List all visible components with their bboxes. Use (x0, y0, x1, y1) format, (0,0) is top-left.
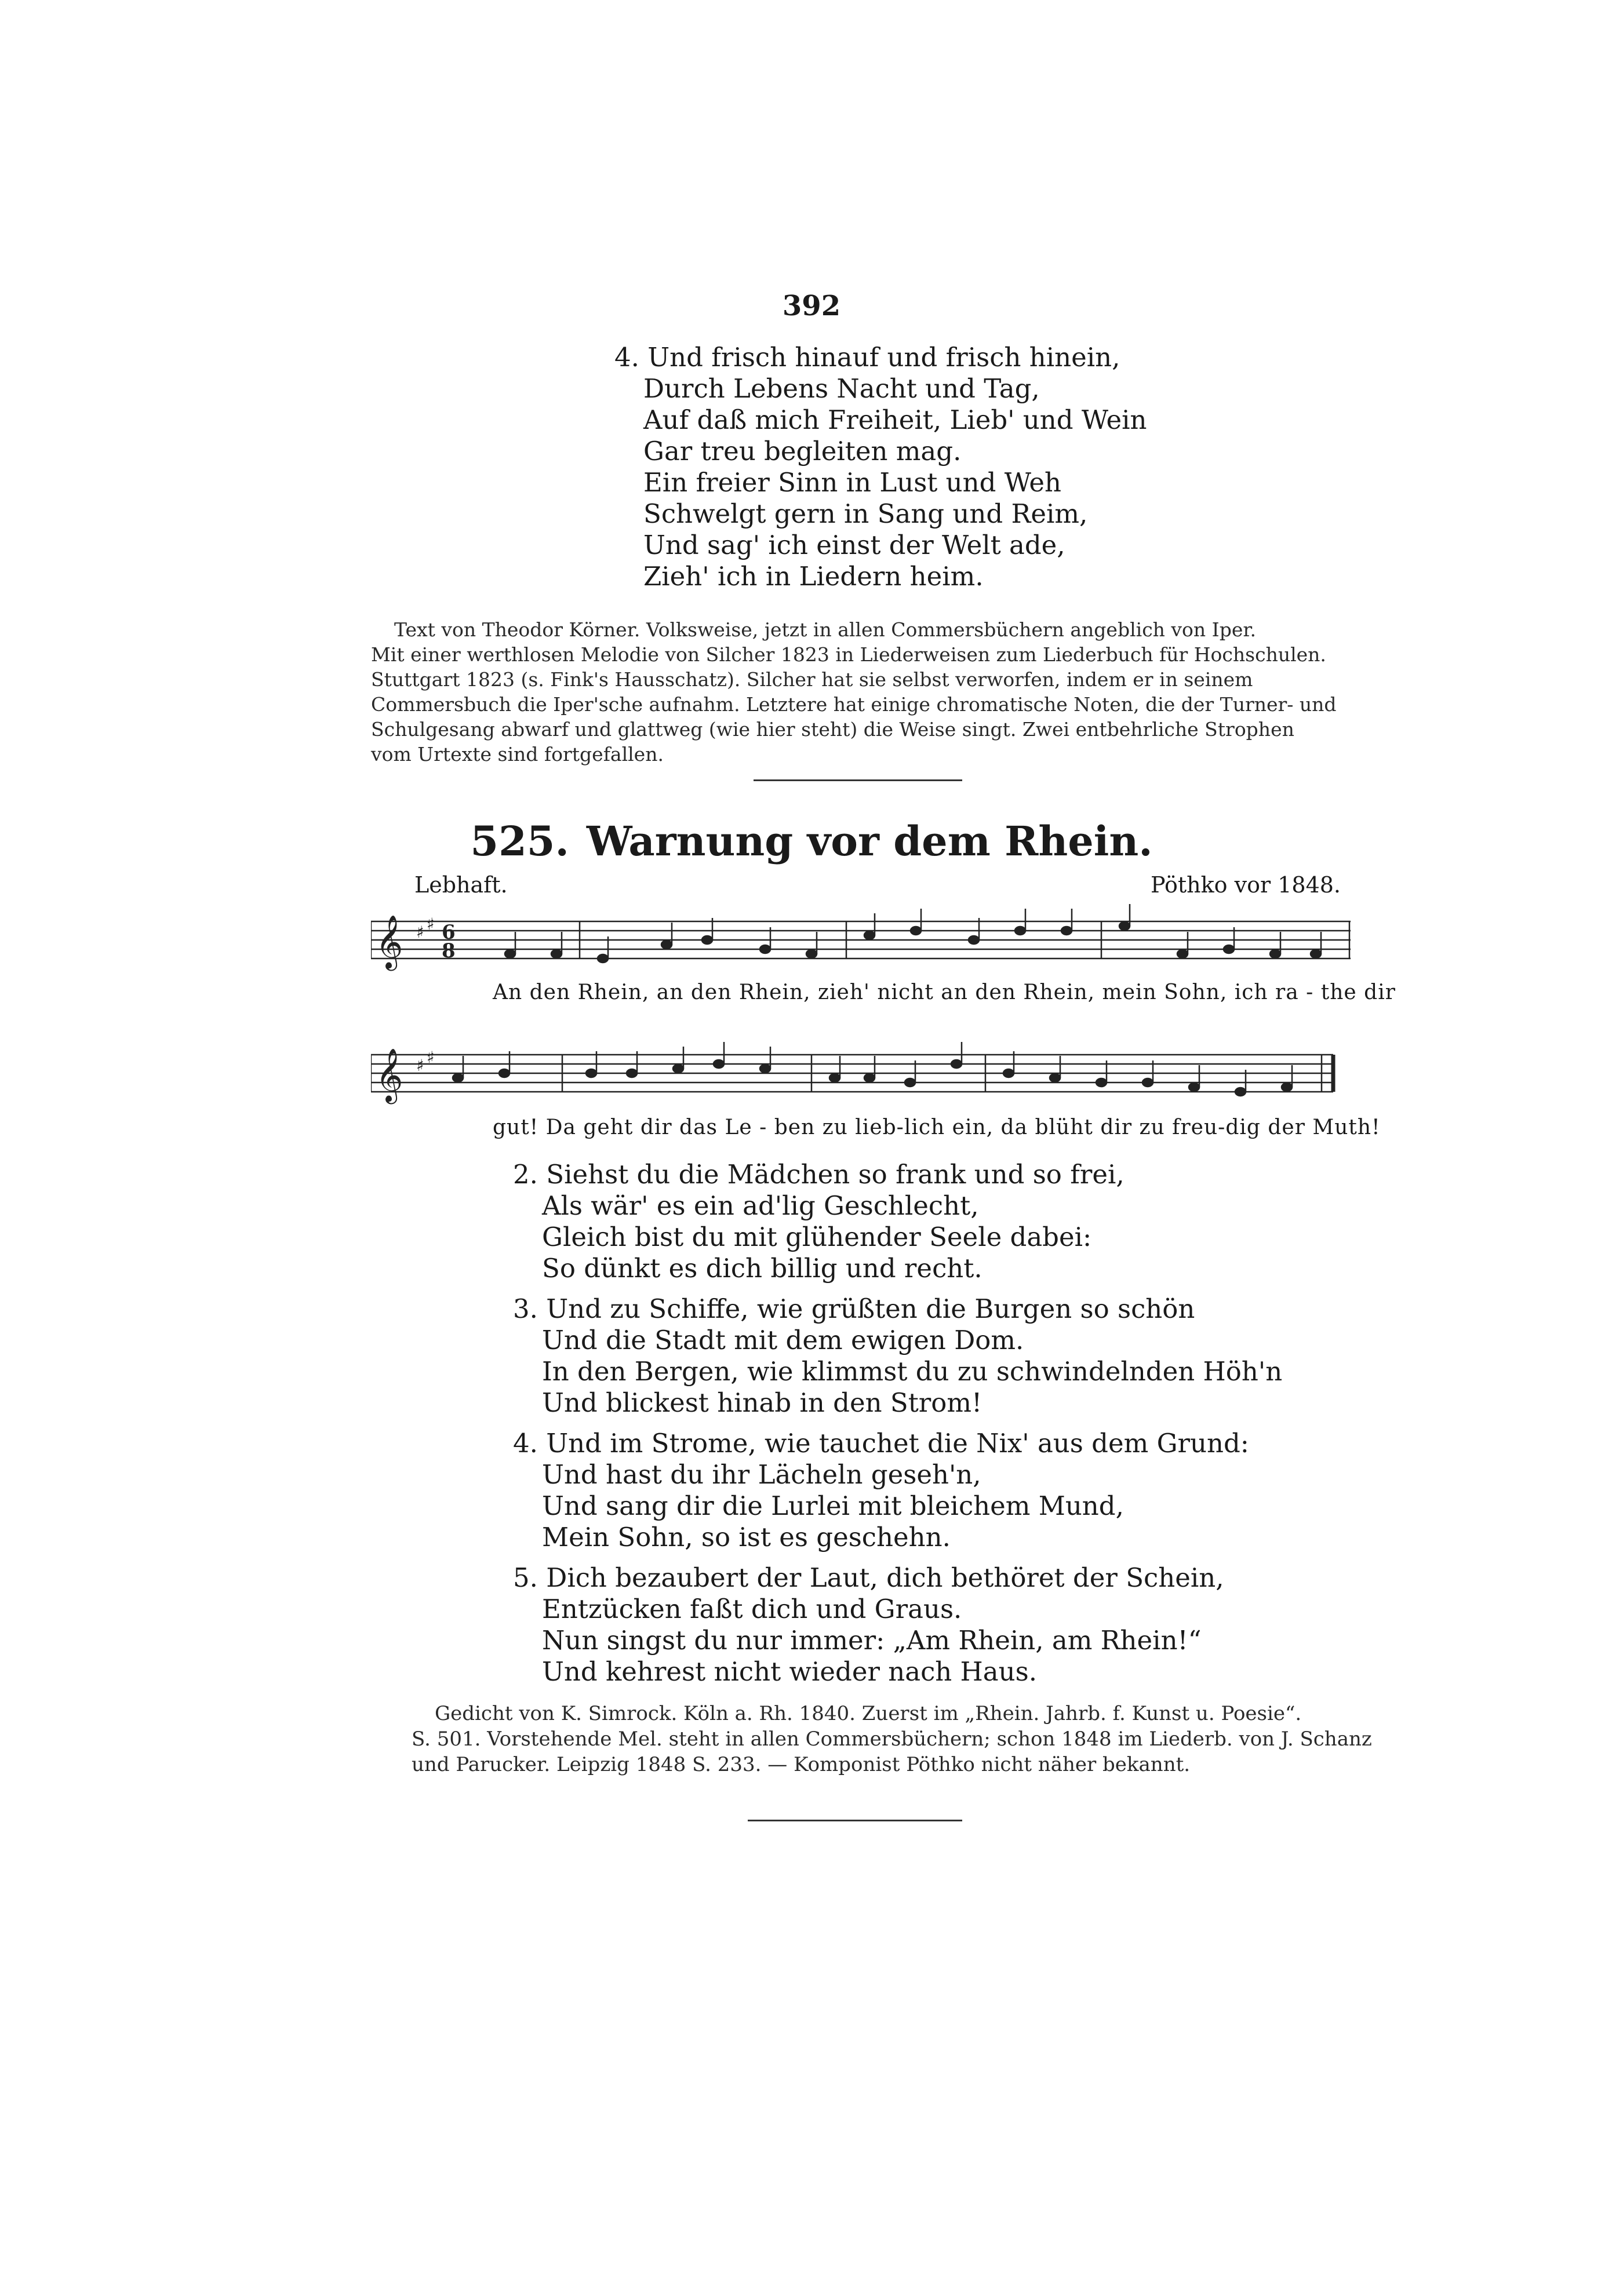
stanza (513, 1293, 1282, 1419)
song-number: 525. (470, 817, 569, 865)
verse-line: Zieh' ich in Liedern heim. (643, 561, 984, 592)
verse-line: Entzücken faßt dich und Graus. (542, 1594, 962, 1624)
verse-line: In den Bergen, wie klimmst du zu schwindelnden Höh'n (542, 1356, 1283, 1387)
verse-line: 3. Und zu Schiffe, wie grüßten die Burgen so schön (513, 1293, 1195, 1324)
verse-line: 4. Und frisch hinauf und frisch hinein, (614, 342, 1120, 373)
note-line: S. 501. Vorstehende Mel. steht in allen Commersbüchern; schon 1848 im Liederb. von J. Schanz (412, 1728, 1372, 1751)
verse-line: Ein freier Sinn in Lust und Weh (643, 467, 1061, 498)
page-number: 392 (782, 290, 841, 322)
verse-line: Durch Lebens Nacht und Tag, (643, 373, 1040, 404)
prev-song-note (371, 617, 1337, 767)
song-title-text: Warnung vor dem Rhein. (586, 817, 1153, 865)
treble-clef-icon: 𝄞 (376, 914, 403, 968)
verse-line: Nun singst du nur immer: „Am Rhein, am Rhein!“ (542, 1625, 1202, 1656)
notes-staff-1 (505, 904, 1321, 963)
note-line: vom Urtexte sind fortgefallen. (371, 743, 664, 766)
note-line: und Parucker. Leipzig 1848 S. 233. — Komponist Pöthko nicht näher bekannt. (412, 1753, 1191, 1776)
note-line: Gedicht von K. Simrock. Köln a. Rh. 1840. Zuerst im „Rhein. Jahrb. f. Kunst u. Poesie“. (435, 1702, 1302, 1725)
verse-line: Und sag' ich einst der Welt ade, (643, 530, 1065, 560)
verse-line: Und blickest hinab in den Strom! (542, 1387, 982, 1418)
note-line: Mit einer werthlosen Melodie von Silcher 1823 in Liederweisen zum Liederbuch für Hochschulen. (371, 643, 1326, 666)
verse-line: Schwelgt gern in Sang und Reim, (643, 498, 1088, 529)
verse-line: 5. Dich bezaubert der Laut, dich bethöret der Schein, (513, 1562, 1224, 1593)
stanza (513, 1428, 1282, 1553)
stanza (513, 1562, 1282, 1688)
verse-line: Mein Sohn, so ist es geschehn. (542, 1522, 951, 1552)
divider (748, 1820, 962, 1821)
time-signature-denominator: 8 (442, 939, 456, 963)
song-stanzas (513, 1159, 1282, 1688)
lyrics-line-2: gut! Da geht dir das Le - ben zu lieb-lich ein, da blüht dir zu freu-dig der Muth! (493, 1116, 1381, 1139)
song-title (0, 817, 1623, 865)
verse-line: So dünkt es dich billig und recht. (542, 1253, 982, 1284)
verse-line: Und kehrest nicht wieder nach Haus. (542, 1656, 1038, 1687)
note-line: Stuttgart 1823 (s. Fink's Hausschatz). Silcher hat sie selbst verworfen, indem er in seinem (371, 668, 1253, 691)
note-line: Commersbuch die Iper'sche aufnahm. Letztere hat einige chromatische Noten, die der Turner- und (371, 693, 1337, 716)
prev-song-stanza-4 (614, 342, 1147, 592)
verse-line: 4. Und im Strome, wie tauchet die Nix' aus dem Grund: (513, 1428, 1249, 1459)
verse-line: Und hast du ihr Lächeln geseh'n, (542, 1459, 981, 1490)
note-line: Text von Theodor Körner. Volksweise, jetzt in allen Commersbüchern angeblich von Iper. (394, 618, 1256, 641)
verse-line: Als wär' es ein ad'lig Geschlecht, (542, 1190, 979, 1221)
song-note (412, 1701, 1372, 1777)
music-staff-2 (371, 1037, 1356, 1113)
verse-line: Gar treu begleiten mag. (643, 436, 962, 467)
time-signature-numerator: 6 (442, 921, 456, 944)
tempo-marking: Lebhaft. (414, 872, 508, 898)
key-signature-sharps: ♯ (416, 923, 424, 942)
music-staff-1 (371, 904, 1356, 979)
treble-clef-icon: 𝄞 (376, 1048, 403, 1102)
stanza (513, 1159, 1282, 1284)
key-signature-sharps: ♯ (416, 1056, 424, 1075)
verse-line: Und die Stadt mit dem ewigen Dom. (542, 1325, 1024, 1355)
verse-line: Und sang dir die Lurlei mit bleichem Mund, (542, 1490, 1124, 1521)
verse-line: 2. Siehst du die Mädchen so frank und so frei, (513, 1159, 1125, 1190)
verse-line: Gleich bist du mit glühender Seele dabei: (542, 1222, 1092, 1252)
note-line: Schulgesang abwarf und glattweg (wie hier steht) die Weise singt. Zwei entbehrliche Strophen (371, 718, 1294, 741)
notes-staff-2 (453, 1042, 1292, 1096)
svg-text:♯: ♯ (427, 914, 435, 934)
composer-credit: Pöthko vor 1848. (1151, 872, 1341, 898)
verse-line: Auf daß mich Freiheit, Lieb' und Wein (643, 404, 1147, 435)
divider (754, 779, 962, 781)
lyrics-line-1: An den Rhein, an den Rhein, zieh' nicht an den Rhein, mein Sohn, ich ra - the dir (493, 981, 1396, 1004)
svg-text:♯: ♯ (427, 1048, 435, 1067)
